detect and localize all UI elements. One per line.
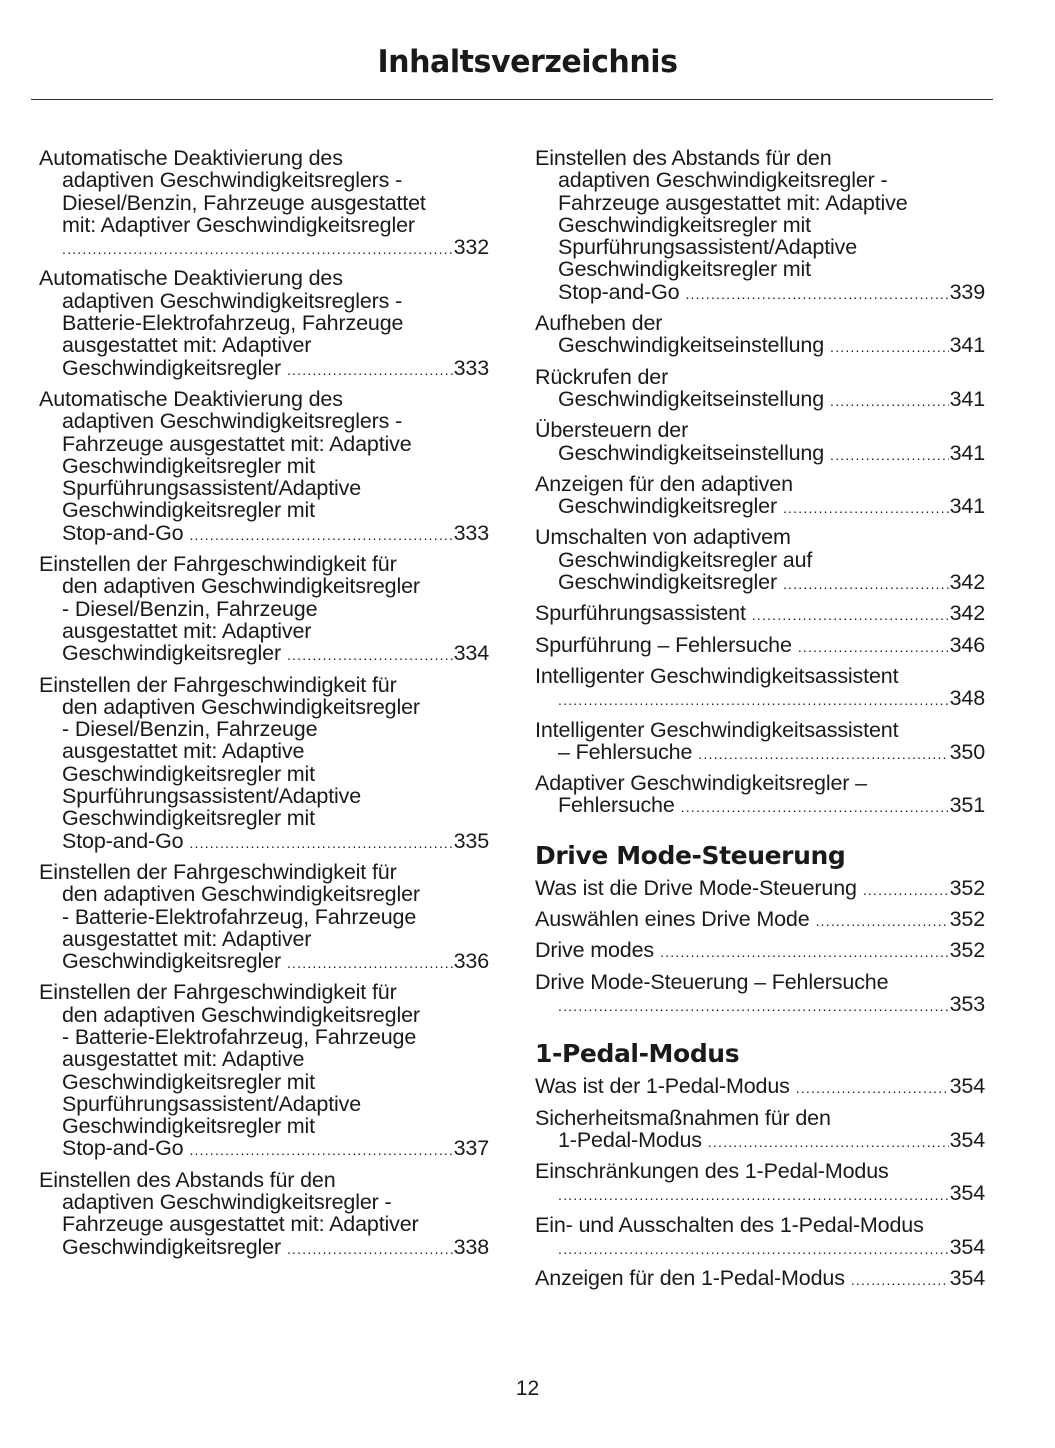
dot-leader bbox=[830, 390, 949, 412]
toc-entry-line bbox=[535, 1236, 985, 1260]
toc-entry-text: Geschwindigkeitsregler mit bbox=[62, 453, 315, 478]
toc-entry-text: den adaptiven Geschwindigkeitsregler bbox=[62, 882, 420, 907]
dot-leader bbox=[660, 941, 949, 963]
dot-leader bbox=[798, 636, 949, 658]
toc-entry-line bbox=[39, 455, 489, 477]
toc-entry-line bbox=[39, 1048, 489, 1070]
dot-leader bbox=[287, 1238, 453, 1260]
toc-entry-text: – Fehlersuche bbox=[558, 739, 693, 764]
dot-leader bbox=[783, 573, 949, 595]
toc-entry[interactable] bbox=[535, 1107, 985, 1154]
toc-entry-text: den adaptiven Geschwindigkeitsregler bbox=[62, 574, 420, 599]
toc-entry-text: adaptiven Geschwindigkeitsreglers - bbox=[62, 288, 403, 313]
toc-entry-line bbox=[39, 334, 489, 356]
title-divider bbox=[31, 99, 993, 100]
toc-entry-text: Automatische Deaktivierung des bbox=[39, 146, 343, 170]
toc-page-number[interactable]: 336 bbox=[453, 949, 489, 974]
toc-page-number[interactable]: 346 bbox=[949, 632, 985, 657]
toc-entry-line bbox=[39, 1213, 489, 1235]
toc-entry-text: Einstellen der Fahrgeschwindigkeit für bbox=[39, 672, 397, 697]
toc-entry-line bbox=[39, 763, 489, 785]
section-heading: Drive Mode-Steuerung bbox=[535, 840, 846, 870]
section-heading: 1-Pedal-Modus bbox=[535, 1039, 740, 1069]
toc-entry-line bbox=[39, 696, 489, 718]
toc-entry[interactable] bbox=[39, 861, 489, 974]
toc-entry-line bbox=[39, 785, 489, 807]
toc-entry-text: Geschwindigkeitsregler bbox=[62, 355, 281, 380]
toc-entry-text: Einstellen des Abstands für den bbox=[39, 1167, 336, 1192]
toc-entry-line bbox=[535, 495, 985, 519]
toc-entry-text: Ein- und Ausschalten des 1-Pedal-Modus bbox=[535, 1212, 924, 1237]
toc-entry-text: adaptiven Geschwindigkeitsregler - bbox=[558, 168, 888, 193]
page-title: Inhaltsverzeichnis bbox=[377, 44, 678, 80]
toc-entry-line bbox=[535, 634, 985, 658]
dot-leader bbox=[62, 238, 453, 260]
toc-entry-line bbox=[535, 908, 985, 932]
toc-entry-text: adaptiven Geschwindigkeitsreglers - bbox=[62, 168, 403, 193]
toc-entry-line bbox=[535, 147, 985, 169]
toc-entry-text: ausgestattet mit: Adaptiver bbox=[62, 926, 312, 951]
toc-entry-line bbox=[535, 366, 985, 388]
toc-entry-line bbox=[535, 312, 985, 334]
toc-entry-line bbox=[39, 312, 489, 334]
toc-entry-text: Batterie-Elektrofahrzeug, Fahrzeuge bbox=[62, 311, 404, 336]
toc-entry-line bbox=[39, 928, 489, 950]
toc-entry[interactable] bbox=[535, 1214, 985, 1261]
toc-entry-line bbox=[39, 674, 489, 696]
toc-entry-text: Fehlersuche bbox=[558, 793, 675, 818]
toc-page-number[interactable]: 342 bbox=[949, 570, 985, 595]
dot-leader bbox=[863, 879, 949, 901]
toc-entry-line bbox=[39, 1026, 489, 1048]
toc-entry-line bbox=[39, 575, 489, 597]
toc-entry-text: Auswählen eines Drive Mode bbox=[535, 907, 810, 932]
toc-entry-text: Was ist die Drive Mode-Steuerung bbox=[535, 875, 857, 900]
toc-entry-line bbox=[39, 718, 489, 740]
toc-entry-line bbox=[535, 794, 985, 818]
dot-leader bbox=[685, 283, 948, 305]
dot-leader bbox=[851, 1269, 949, 1291]
dot-leader bbox=[287, 359, 453, 381]
toc-entry-line bbox=[39, 477, 489, 499]
toc-entry-line bbox=[39, 499, 489, 521]
toc-entry-text: Geschwindigkeitsregler mit bbox=[558, 257, 811, 282]
toc-entry-text: den adaptiven Geschwindigkeitsregler bbox=[62, 694, 420, 719]
toc-entry-text: Drive Mode-Steuerung – Fehlersuche bbox=[535, 969, 889, 994]
toc-page-number[interactable]: 332 bbox=[453, 235, 489, 260]
dot-leader bbox=[796, 1077, 949, 1099]
dot-leader bbox=[558, 1238, 949, 1260]
toc-entry-line bbox=[39, 950, 489, 974]
toc-entry-line bbox=[39, 740, 489, 762]
toc-entry-line bbox=[535, 1107, 985, 1129]
toc-entry-text: Anzeigen für den adaptiven bbox=[535, 471, 793, 496]
toc-entry-text: Geschwindigkeitsregler bbox=[558, 494, 777, 519]
toc-entry-text: Automatische Deaktivierung des bbox=[39, 266, 343, 291]
toc-entry-line bbox=[535, 526, 985, 548]
toc-entry-text: Geschwindigkeitsregler bbox=[62, 949, 281, 974]
toc-entry[interactable] bbox=[535, 526, 985, 595]
toc-entry-text: mit: Adaptiver Geschwindigkeitsregler bbox=[62, 212, 415, 237]
toc-entry-line bbox=[39, 807, 489, 829]
toc-entry-text: Umschalten von adaptivem bbox=[535, 525, 791, 550]
toc-page-number[interactable]: 352 bbox=[949, 938, 985, 963]
toc-entry-line bbox=[39, 1115, 489, 1137]
dot-leader bbox=[708, 1131, 949, 1153]
toc-entry-line bbox=[39, 236, 489, 260]
toc-page-number[interactable]: 354 bbox=[949, 1266, 985, 1291]
toc-entry-line bbox=[535, 1214, 985, 1236]
toc-entry-text: Automatische Deaktivierung des bbox=[39, 386, 343, 411]
toc-entry-line bbox=[535, 571, 985, 595]
toc-entry-text: Geschwindigkeitsregler mit bbox=[62, 498, 315, 523]
toc-entry-line bbox=[39, 1071, 489, 1093]
toc-entry[interactable] bbox=[535, 772, 985, 819]
toc-page-number[interactable]: 354 bbox=[949, 1234, 985, 1259]
toc-entry-line bbox=[39, 1004, 489, 1026]
dot-leader bbox=[558, 689, 949, 711]
toc-entry-line bbox=[535, 442, 985, 466]
toc-entry-line bbox=[39, 1093, 489, 1115]
toc-entry-line bbox=[39, 147, 489, 169]
toc-entry-text: Spurführungsassistent/Adaptive bbox=[558, 235, 858, 260]
dot-leader bbox=[816, 910, 949, 932]
dot-leader bbox=[830, 336, 949, 358]
toc-entry-text: - Batterie-Elektrofahrzeug, Fahrzeuge bbox=[62, 1024, 417, 1049]
toc-entry[interactable] bbox=[535, 1160, 985, 1207]
toc-entry[interactable] bbox=[535, 419, 985, 466]
toc-entry-text: Geschwindigkeitsregler mit bbox=[62, 761, 315, 786]
toc-entry-text: ausgestattet mit: Adaptiver bbox=[62, 333, 312, 358]
dot-leader bbox=[752, 604, 949, 626]
toc-entry-line bbox=[535, 281, 985, 305]
toc-entry[interactable] bbox=[535, 719, 985, 766]
dot-leader bbox=[287, 952, 453, 974]
toc-entry-line bbox=[535, 1182, 985, 1206]
toc-entry[interactable] bbox=[535, 665, 985, 712]
toc-entry-line bbox=[39, 883, 489, 905]
dot-leader bbox=[189, 832, 452, 854]
toc-entry-text: Fahrzeuge ausgestattet mit: Adaptiver bbox=[62, 1212, 419, 1237]
toc-entry-line bbox=[535, 741, 985, 765]
toc-entry-text: Einstellen der Fahrgeschwindigkeit für bbox=[39, 859, 397, 884]
toc-entry-text: Was ist der 1-Pedal-Modus bbox=[535, 1074, 790, 1099]
toc-entry-text: - Batterie-Elektrofahrzeug, Fahrzeuge bbox=[62, 904, 417, 929]
toc-entry[interactable] bbox=[535, 1075, 985, 1099]
toc-page-number[interactable]: 333 bbox=[453, 520, 489, 545]
toc-entry[interactable] bbox=[39, 674, 489, 854]
toc-entry-line bbox=[39, 861, 489, 883]
toc-entry-line bbox=[535, 473, 985, 495]
toc-entry-line bbox=[39, 388, 489, 410]
dot-leader bbox=[558, 995, 949, 1017]
toc-left-column bbox=[39, 147, 489, 1267]
dot-leader bbox=[287, 644, 453, 666]
toc-entry-line bbox=[535, 719, 985, 741]
toc-entry-text: adaptiven Geschwindigkeitsreglers - bbox=[62, 409, 403, 434]
toc-entry-text: - Diesel/Benzin, Fahrzeuge bbox=[62, 717, 318, 742]
toc-page-number[interactable]: 341 bbox=[949, 333, 985, 358]
toc-entry-line bbox=[39, 433, 489, 455]
toc-entry-text: Geschwindigkeitseinstellung bbox=[558, 386, 825, 411]
toc-entry-text: Anzeigen für den 1-Pedal-Modus bbox=[535, 1266, 845, 1291]
toc-entry-line bbox=[39, 642, 489, 666]
toc-entry-text: Geschwindigkeitsregler auf bbox=[558, 547, 813, 572]
toc-page-number[interactable]: 337 bbox=[453, 1136, 489, 1161]
toc-entry-line bbox=[535, 687, 985, 711]
toc-entry[interactable] bbox=[39, 981, 489, 1161]
toc-entry[interactable] bbox=[535, 971, 985, 1018]
dot-leader bbox=[783, 497, 949, 519]
toc-entry-line bbox=[535, 1160, 985, 1182]
toc-entry[interactable] bbox=[39, 553, 489, 666]
toc-entry-line bbox=[535, 334, 985, 358]
toc-entry[interactable] bbox=[535, 1267, 985, 1291]
toc-page-number[interactable]: 354 bbox=[949, 1074, 985, 1099]
toc-entry-text: Einstellen des Abstands für den bbox=[535, 146, 832, 170]
toc-entry-text: Geschwindigkeitsregler bbox=[62, 641, 281, 666]
toc-entry-line bbox=[39, 620, 489, 642]
toc-entry-line bbox=[535, 1075, 985, 1099]
toc-page-number[interactable]: 354 bbox=[949, 1127, 985, 1152]
toc-entry-line bbox=[535, 877, 985, 901]
toc-entry-text: Spurführungsassistent/Adaptive bbox=[62, 784, 362, 809]
toc-entry-text: Intelligenter Geschwindigkeitsassistent bbox=[535, 663, 899, 688]
toc-entry-line bbox=[535, 971, 985, 993]
toc-entry-line bbox=[535, 1129, 985, 1153]
toc-page-number[interactable]: 348 bbox=[949, 686, 985, 711]
toc-entry-text: den adaptiven Geschwindigkeitsregler bbox=[62, 1002, 420, 1027]
toc-entry[interactable] bbox=[535, 366, 985, 413]
dot-leader bbox=[189, 1139, 452, 1161]
toc-page-number[interactable]: 341 bbox=[949, 440, 985, 465]
toc-entry-text: Einschränkungen des 1-Pedal-Modus bbox=[535, 1159, 889, 1184]
toc-entry-text: Sicherheitsmaßnahmen für den bbox=[535, 1105, 831, 1130]
toc-entry-line bbox=[39, 1169, 489, 1191]
toc-entry-text: Rückrufen der bbox=[535, 364, 669, 389]
toc-entry-text: Übersteuern der bbox=[535, 418, 689, 443]
toc-entry[interactable] bbox=[39, 1169, 489, 1260]
toc-entry-text: Spurführungsassistent/Adaptive bbox=[62, 1091, 362, 1116]
toc-entry-line bbox=[535, 1267, 985, 1291]
toc-entry[interactable] bbox=[39, 388, 489, 546]
toc-entry-text: Diesel/Benzin, Fahrzeuge ausgestattet bbox=[62, 190, 426, 215]
toc-entry[interactable] bbox=[535, 473, 985, 520]
toc-entry-line bbox=[535, 665, 985, 687]
toc-page-number[interactable]: 334 bbox=[453, 641, 489, 666]
toc-page-number[interactable]: 351 bbox=[949, 793, 985, 818]
toc-entry-text: Stop-and-Go bbox=[62, 828, 184, 853]
toc-entry-line bbox=[535, 236, 985, 258]
toc-entry[interactable] bbox=[535, 602, 985, 626]
toc-page-number[interactable]: 354 bbox=[949, 1181, 985, 1206]
toc-entry-text: Stop-and-Go bbox=[62, 1136, 184, 1161]
toc-entry-line bbox=[535, 169, 985, 191]
toc-entry-line bbox=[39, 553, 489, 575]
toc-entry[interactable] bbox=[535, 312, 985, 359]
toc-entry-text: Spurführungsassistent bbox=[535, 601, 746, 626]
toc-entry-text: Fahrzeuge ausgestattet mit: Adaptive bbox=[558, 190, 908, 215]
toc-page-number[interactable]: 333 bbox=[453, 355, 489, 380]
toc-entry-text: Einstellen der Fahrgeschwindigkeit für bbox=[39, 552, 397, 577]
toc-page-number[interactable]: 341 bbox=[949, 494, 985, 519]
toc-entry-line bbox=[535, 772, 985, 794]
toc-page-number[interactable]: 350 bbox=[949, 739, 985, 764]
toc-page-number[interactable]: 353 bbox=[949, 991, 985, 1016]
toc-entry-line bbox=[39, 598, 489, 620]
toc-page-number[interactable]: 342 bbox=[949, 601, 985, 626]
toc-entry-text: - Diesel/Benzin, Fahrzeuge bbox=[62, 596, 318, 621]
toc-entry-text: Intelligenter Geschwindigkeitsassistent bbox=[535, 717, 899, 742]
toc-entry[interactable] bbox=[535, 147, 985, 305]
toc-entry-text: Geschwindigkeitseinstellung bbox=[558, 333, 825, 358]
toc-entry-text: Geschwindigkeitsregler bbox=[62, 1234, 281, 1259]
toc-entry-text: adaptiven Geschwindigkeitsregler - bbox=[62, 1190, 392, 1215]
toc-entry-line bbox=[39, 981, 489, 1003]
toc-page-number[interactable]: 335 bbox=[453, 828, 489, 853]
toc-entry-line bbox=[39, 1137, 489, 1161]
toc-entry-text: Aufheben der bbox=[535, 311, 663, 336]
toc-entry-text: ausgestattet mit: Adaptive bbox=[62, 1047, 305, 1072]
toc-entry-text: Geschwindigkeitsregler mit bbox=[558, 212, 811, 237]
toc-entry-line bbox=[39, 1236, 489, 1260]
toc-entry-text: 1-Pedal-Modus bbox=[558, 1127, 702, 1152]
toc-page-number[interactable]: 352 bbox=[949, 875, 985, 900]
dot-leader bbox=[558, 1184, 949, 1206]
toc-entry-text: Stop-and-Go bbox=[558, 279, 680, 304]
toc-right-column bbox=[535, 147, 985, 1299]
toc-entry-line bbox=[39, 169, 489, 191]
toc-entry-line bbox=[535, 388, 985, 412]
toc-entry-line bbox=[39, 357, 489, 381]
toc-entry-line bbox=[39, 214, 489, 236]
toc-page-number[interactable]: 338 bbox=[453, 1234, 489, 1259]
toc-page-number[interactable]: 341 bbox=[949, 386, 985, 411]
toc-page-number[interactable]: 339 bbox=[949, 279, 985, 304]
toc-entry[interactable] bbox=[535, 634, 985, 658]
toc-entry-line bbox=[39, 192, 489, 214]
toc-entry-line bbox=[39, 1191, 489, 1213]
page-number: 12 bbox=[515, 1377, 540, 1400]
toc-entry-line bbox=[535, 419, 985, 441]
toc-entry-text: Stop-and-Go bbox=[62, 520, 184, 545]
toc-entry-line bbox=[39, 522, 489, 546]
dot-leader bbox=[698, 743, 948, 765]
toc-entry[interactable] bbox=[535, 877, 985, 901]
toc-entry-text: Geschwindigkeitsregler bbox=[558, 570, 777, 595]
toc-entry-text: Einstellen der Fahrgeschwindigkeit für bbox=[39, 980, 397, 1005]
toc-entry-text: ausgestattet mit: Adaptiver bbox=[62, 618, 312, 643]
toc-entry-line bbox=[535, 214, 985, 236]
toc-entry-text: Spurführung – Fehlersuche bbox=[535, 632, 792, 657]
toc-entry-line bbox=[535, 192, 985, 214]
toc-entry-line bbox=[39, 830, 489, 854]
toc-entry-text: Geschwindigkeitsregler mit bbox=[62, 806, 315, 831]
toc-entry-line bbox=[535, 602, 985, 626]
toc-entry-line bbox=[535, 939, 985, 963]
toc-entry[interactable] bbox=[535, 908, 985, 932]
toc-entry[interactable] bbox=[39, 267, 489, 380]
dot-leader bbox=[681, 796, 949, 818]
toc-entry-line bbox=[535, 993, 985, 1017]
toc-entry-line bbox=[39, 906, 489, 928]
toc-entry-text: Adaptiver Geschwindigkeitsregler – bbox=[535, 771, 867, 796]
toc-entry-text: Geschwindigkeitsregler mit bbox=[62, 1114, 315, 1139]
toc-entry-text: Geschwindigkeitsregler mit bbox=[62, 1069, 315, 1094]
dot-leader bbox=[189, 524, 452, 546]
toc-entry-text: ausgestattet mit: Adaptive bbox=[62, 739, 305, 764]
toc-entry-line bbox=[39, 410, 489, 432]
toc-entry-line bbox=[535, 549, 985, 571]
toc-entry-line bbox=[535, 258, 985, 280]
toc-entry-line bbox=[39, 267, 489, 289]
toc-entry-text: Spurführungsassistent/Adaptive bbox=[62, 476, 362, 501]
toc-entry-line bbox=[39, 290, 489, 312]
toc-entry[interactable] bbox=[535, 939, 985, 963]
toc-entry-text: Geschwindigkeitseinstellung bbox=[558, 440, 825, 465]
toc-entry-text: Fahrzeuge ausgestattet mit: Adaptive bbox=[62, 431, 412, 456]
toc-entry-text: Drive modes bbox=[535, 938, 655, 963]
toc-page-number[interactable]: 352 bbox=[949, 907, 985, 932]
toc-entry[interactable] bbox=[39, 147, 489, 260]
dot-leader bbox=[830, 444, 949, 466]
